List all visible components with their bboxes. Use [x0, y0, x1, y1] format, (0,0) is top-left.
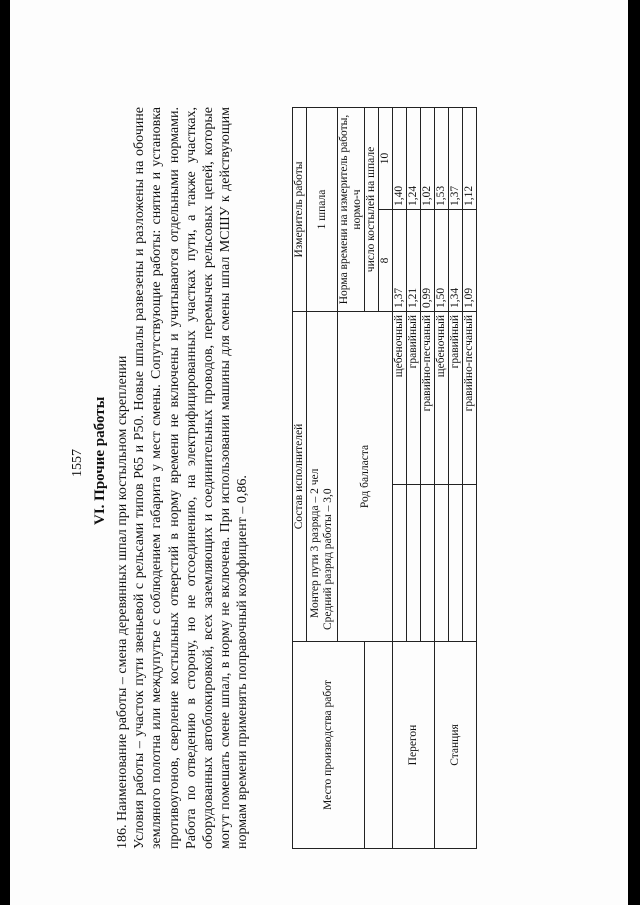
ballast-pad	[421, 485, 435, 642]
norms-table	[292, 107, 477, 849]
ballast-type: гравийный	[449, 312, 463, 485]
ballast-type: щебеночный	[435, 312, 449, 485]
place-spacer	[365, 642, 393, 849]
norm-10: 1,53	[435, 108, 449, 210]
header-place: Место производства работ	[293, 642, 365, 849]
col-10-header: 10	[379, 108, 393, 210]
norm-10: 1,24	[407, 108, 421, 210]
norm-10: 1,40	[393, 108, 407, 210]
norm-10: 1,02	[421, 108, 435, 210]
norm-8: 1,50	[435, 210, 449, 312]
scan-border-left	[0, 0, 10, 905]
norm-8: 1,34	[449, 210, 463, 312]
ballast-type: щебеночный	[393, 312, 407, 485]
norm-10: 1,37	[449, 108, 463, 210]
ballast-pad	[449, 485, 463, 642]
header-unit: Измеритель работы	[293, 108, 307, 312]
ballast-type: гравийный	[407, 312, 421, 485]
body-text	[114, 107, 252, 849]
ballast-pad	[407, 485, 421, 642]
spikes-header: число костылей на шпале	[365, 108, 379, 312]
ballast-type: гравийно-песчаный	[421, 312, 435, 485]
crew-line-2: Средний разряд работы – 3,0	[322, 488, 334, 630]
section-heading: VI. Прочие работы	[92, 396, 108, 525]
ballast-pad	[463, 485, 477, 642]
rotated-page-content	[70, 75, 475, 855]
unit-value: 1 шпала	[307, 108, 338, 312]
ballast-type: гравийно-песчаный	[463, 312, 477, 485]
work-title: 186. Наименование работы – смена деревянных шпал при костыльном скреплении	[115, 355, 130, 849]
ballast-pad	[435, 485, 449, 642]
col-8-header: 8	[379, 210, 393, 312]
norm-header: Норма времени на измеритель работы, нормо-ч	[338, 108, 365, 312]
norm-8: 0,99	[421, 210, 435, 312]
ballast-pad	[393, 485, 407, 642]
place-station: Станция	[435, 642, 477, 849]
norm-8: 1,21	[407, 210, 421, 312]
work-conditions: Условия работы – участок пути звеньевой с рельсами типов Р65 и Р50. Новые шпалы развезены и разложены на обочине земляного полотна или междупутье с соблюдением габарита у мест смены. Сопутствующие работы: снятие и установка противоугонов, сверление костыльных отверстий в норму времени не включены и учитываются отдельными нормами. Работа по отведению в сторону, но не отсоединению, на электрифицированных участках пути, а также участках, оборудованных автоблокировкой, всех заземляющих и соединительных проводов, перемычек рельсовых цепей, которые могут помешать смене шпал, в норму не включена. При использовании машины для смены шпал МСШУ к действующим нормам времени применять поправочный коэффициент – 0,86.	[132, 107, 251, 849]
document-sheet	[10, 0, 628, 905]
crew-line-1: Монтер пути 3 разряда – 2 чел	[309, 468, 321, 618]
norm-8: 1,09	[463, 210, 477, 312]
place-peregon: Перегон	[393, 642, 435, 849]
page-number: 1557	[70, 449, 85, 477]
norm-10: 1,12	[463, 108, 477, 210]
ballast-header: Род балласта	[338, 312, 393, 642]
header-crew: Состав исполнителей	[293, 312, 307, 642]
crew-info	[307, 312, 338, 642]
norm-8: 1,37	[393, 210, 407, 312]
